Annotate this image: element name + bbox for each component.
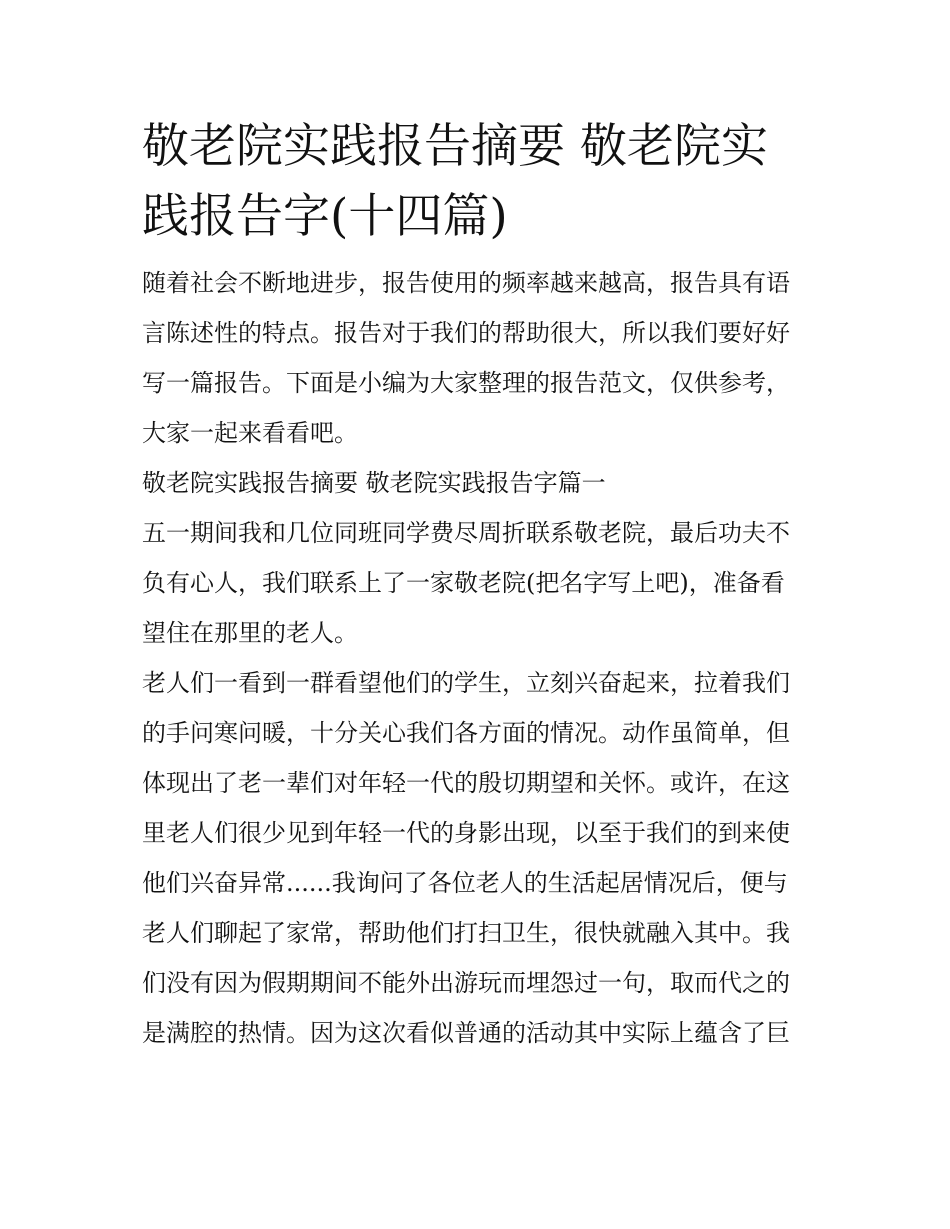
body-paragraph-2 <box>142 658 814 1058</box>
section-heading-text: 敬老院实践报告摘要 敬老院实践报告字篇一 <box>142 469 606 497</box>
paragraph-line: 是满腔的热情。因为这次看似普通的活动其中实际上蕴含了巨 <box>142 1019 790 1047</box>
section-heading <box>142 458 814 508</box>
paragraph-line: 望住在那里的老人。 <box>142 619 358 647</box>
body-paragraph-1 <box>142 508 814 658</box>
title-line-1: 敬老院实践报告摘要 敬老院实 <box>142 119 768 174</box>
paragraph-line: 负有心人，我们联系上了一家敬老院(把名字写上吧)，准备看 <box>142 569 785 597</box>
intro-paragraph <box>142 258 814 458</box>
paragraph-line: 们没有因为假期期间不能外出游玩而埋怨过一句，取而代之的 <box>142 969 790 997</box>
paragraph-line: 体现出了老一辈们对年轻一代的殷切期望和关怀。或许，在这 <box>142 769 790 797</box>
paragraph-line: 大家一起来看看吧。 <box>142 419 358 447</box>
paragraph-line: 五一期间我和几位同班同学费尽周折联系敬老院，最后功夫不 <box>142 519 790 547</box>
title-line-2: 践报告字(十四篇) <box>142 189 508 244</box>
paragraph-line: 写一篇报告。下面是小编为大家整理的报告范文，仅供参考， <box>142 369 790 397</box>
paragraph-line: 老人们一看到一群看望他们的学生，立刻兴奋起来，拉着我们 <box>142 669 790 697</box>
paragraph-line: 里老人们很少见到年轻一代的身影出现，以至于我们的到来使 <box>142 819 790 847</box>
paragraph-line: 随着社会不断地进步，报告使用的频率越来越高，报告具有语 <box>142 269 790 297</box>
paragraph-line: 言陈述性的特点。报告对于我们的帮助很大，所以我们要好好 <box>142 319 790 347</box>
paragraph-line: 老人们聊起了家常，帮助他们打扫卫生，很快就融入其中。我 <box>142 919 790 947</box>
paragraph-line: 他们兴奋异常......我询问了各位老人的生活起居情况后，便与 <box>142 869 788 897</box>
paragraph-line: 的手问寒问暖，十分关心我们各方面的情况。动作虽简单，但 <box>142 719 790 747</box>
document-content <box>142 112 814 1058</box>
page-title <box>142 112 814 252</box>
